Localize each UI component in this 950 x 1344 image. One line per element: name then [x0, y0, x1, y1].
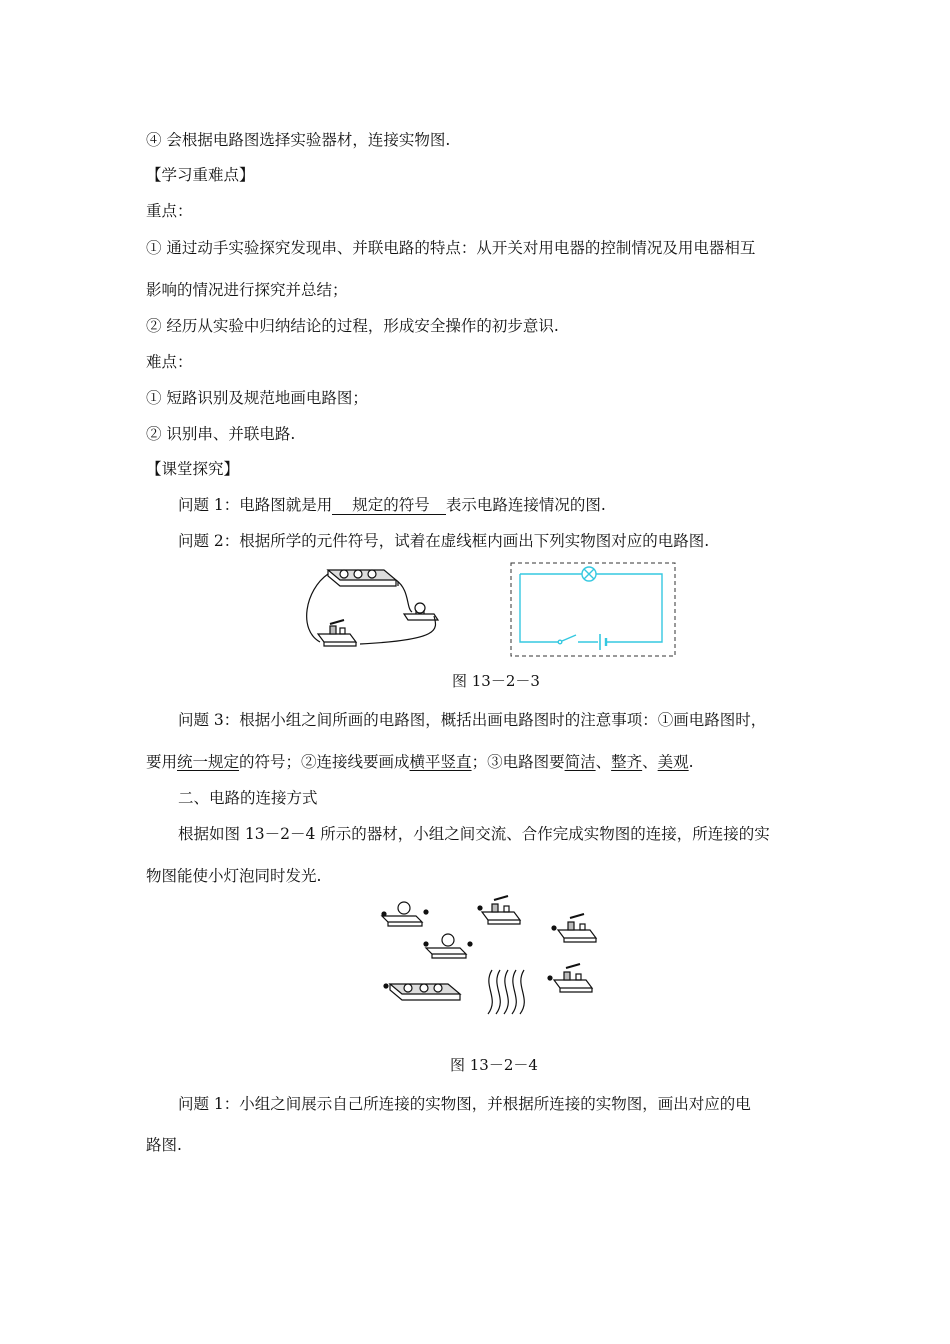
- inquiry-question-2: 问题 2：根据所学的元件符号，试着在虚线框内画出下列实物图对应的电路图.: [178, 532, 710, 550]
- q3-text-a: 要用: [146, 753, 178, 771]
- inquiry-question-3-line-1: 问题 3：根据小组之间所画的电路图，概括出画电路图时的注意事项：①画电路图时，: [178, 711, 767, 729]
- inquiry-question-3-line-2: [146, 750, 694, 772]
- q3-answer-unified-symbols: 统一规定: [177, 753, 240, 771]
- difficulty-item-2: ② 识别串、并联电路.: [146, 425, 296, 443]
- inquiry-question-1: [178, 493, 606, 515]
- q1-answer-blank: 规定的符号: [332, 496, 446, 515]
- q1-prefix: 问题 1：电路图就是用: [178, 496, 333, 514]
- q3-separator: 、: [642, 753, 658, 771]
- focus-item-1-line-2: 影响的情况进行探究并总结；: [146, 281, 348, 299]
- objective-4: ④ 会根据电路图选择实验器材，连接实物图.: [146, 131, 451, 149]
- q3-answer-concise: 简洁: [564, 753, 596, 771]
- focus-item-1-line-1: ① 通过动手实验探究发现串、并联电路的特点：从开关对用电器的控制情况及用电器相互: [146, 239, 756, 257]
- q3-text-c: 的符号；②连接线要画成: [239, 753, 410, 771]
- difficulty-label: 难点：: [146, 353, 193, 371]
- focus-item-2: ② 经历从实验中归纳结论的过程，形成安全操作的初步意识.: [146, 317, 559, 335]
- difficulty-item-1: ① 短路识别及规范地画电路图；: [146, 389, 368, 407]
- q3-answer-straight-lines: 横平竖直: [409, 753, 472, 771]
- figure-13-2-4-caption: 图 13－2－4: [450, 1056, 538, 1074]
- focus-label: 重点：: [146, 202, 193, 220]
- section-2-question-1-line-1: 问题 1：小组之间展示自己所连接的实物图，并根据所连接的实物图，画出对应的电: [178, 1095, 751, 1113]
- section-2-intro-line-1: 根据如图 13－2－4 所示的器材，小组之间交流、合作完成实物图的连接，所连接的实: [178, 825, 770, 843]
- key-points-heading: 【学习重难点】: [146, 166, 255, 184]
- figure-13-2-3-answer-schematic: [510, 562, 676, 658]
- inquiry-heading: 【课堂探究】: [146, 460, 240, 478]
- q3-answer-beautiful: 美观: [657, 753, 689, 771]
- q3-text-d: ；③电路图要: [471, 753, 565, 771]
- figure-13-2-3-caption: 图 13－2－3: [452, 672, 540, 690]
- figure-13-2-3-physical-circuit: [300, 560, 460, 660]
- q3-answer-neat: 整齐: [611, 753, 643, 771]
- q3-end: .: [688, 753, 694, 771]
- section-2-question-1-line-2: 路图.: [146, 1136, 182, 1154]
- figure-13-2-4-equipment: [376, 890, 612, 1026]
- q3-separator: 、: [595, 753, 612, 771]
- section-2-intro-line-2: 物图能使小灯泡同时发光.: [146, 867, 322, 885]
- q1-suffix: 表示电路连接情况的图.: [445, 496, 606, 514]
- section-2-heading: 二、电路的连接方式: [178, 789, 318, 807]
